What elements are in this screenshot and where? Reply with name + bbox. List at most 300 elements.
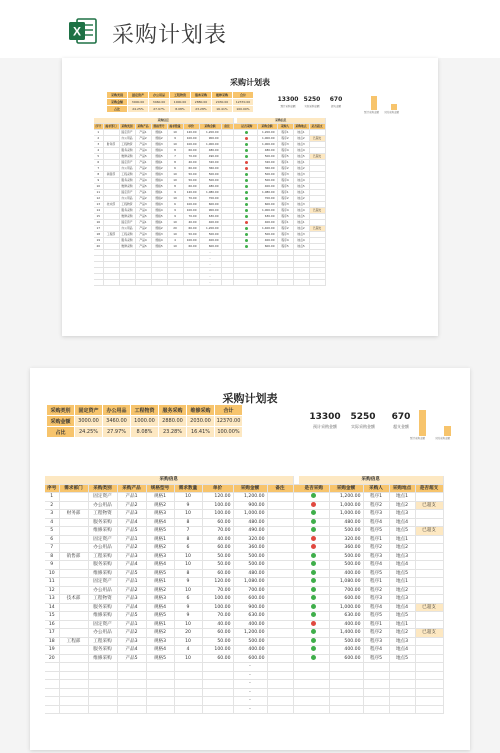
table-cell: 70.00 bbox=[183, 154, 199, 160]
purchase-status-cell bbox=[299, 552, 329, 561]
table-cell: 630.00 bbox=[329, 612, 363, 621]
table-cell: 60.00 bbox=[183, 226, 199, 232]
summary-row bbox=[107, 106, 254, 113]
table-cell bbox=[363, 680, 389, 689]
table-cell: 程序2 bbox=[277, 196, 293, 202]
purchase-status-cell bbox=[299, 629, 329, 638]
table-row bbox=[45, 578, 443, 587]
table-cell bbox=[415, 663, 443, 672]
status-ok-icon bbox=[311, 510, 316, 515]
table-cell: 19 bbox=[45, 646, 59, 655]
table-cell bbox=[202, 697, 233, 706]
table-cell: - bbox=[233, 688, 267, 697]
table-cell: 500.00 bbox=[199, 232, 221, 238]
table-cell bbox=[267, 518, 293, 527]
table-cell: 1,080.00 bbox=[233, 578, 267, 587]
status-ok-icon bbox=[245, 179, 248, 182]
column-header: 单价 bbox=[183, 124, 199, 130]
table-cell bbox=[59, 612, 88, 621]
table-cell: 程序3 bbox=[277, 142, 293, 148]
summary-header-cell: 采购类别 bbox=[47, 405, 75, 416]
table-cell: 规格1 bbox=[146, 620, 174, 629]
table-cell: 5 bbox=[94, 154, 103, 160]
table-row bbox=[45, 620, 443, 629]
table-cell bbox=[202, 688, 233, 697]
mini-bar bbox=[371, 96, 377, 110]
table-cell bbox=[59, 544, 88, 553]
purchase-status-cell bbox=[299, 646, 329, 655]
table-cell: 规格1 bbox=[151, 160, 167, 166]
column-header: 是否采购 bbox=[237, 124, 257, 130]
table-row bbox=[45, 646, 443, 655]
over-budget-cell bbox=[415, 510, 443, 519]
summary-row bbox=[47, 416, 243, 427]
table-cell bbox=[363, 705, 389, 714]
column-header: 采购金额 bbox=[233, 484, 267, 493]
table-cell bbox=[415, 680, 443, 689]
table-cell: 8 bbox=[45, 552, 59, 561]
stat-item bbox=[276, 96, 300, 108]
summary-value: 2030.00 bbox=[212, 99, 233, 106]
table-cell bbox=[202, 680, 233, 689]
table-cell: 办公用品 bbox=[88, 586, 117, 595]
table-cell: 40.00 bbox=[202, 535, 233, 544]
table-cell bbox=[146, 697, 174, 706]
table-cell: 规格2 bbox=[151, 226, 167, 232]
table-cell: 程序1 bbox=[277, 190, 293, 196]
table-cell: 600.00 bbox=[329, 654, 363, 663]
table-row bbox=[45, 586, 443, 595]
column-header: 是否超支 bbox=[309, 124, 325, 130]
table-cell bbox=[59, 680, 88, 689]
status-no-icon bbox=[245, 137, 248, 140]
table-cell bbox=[267, 595, 293, 604]
table-cell: 程序5 bbox=[277, 214, 293, 220]
table-cell: 规格4 bbox=[151, 238, 167, 244]
table-cell: 程序5 bbox=[277, 184, 293, 190]
table-cell: 10 bbox=[167, 220, 183, 226]
table-cell: 技术部 bbox=[103, 202, 119, 208]
table-cell: 程序3 bbox=[363, 552, 389, 561]
table-cell: 10 bbox=[174, 654, 202, 663]
status-ok-icon bbox=[245, 215, 248, 218]
table-cell: 工程采购 bbox=[119, 172, 135, 178]
table-cell: 600.00 bbox=[257, 244, 277, 250]
summary-value: 24.25% bbox=[128, 106, 149, 113]
summary-header-cell: 服务采购 bbox=[191, 92, 212, 99]
table-cell: 100.00 bbox=[183, 142, 199, 148]
table-cell: 地点5 bbox=[293, 154, 309, 160]
table-cell: 地点4 bbox=[293, 208, 309, 214]
table-row bbox=[45, 561, 443, 570]
table-cell bbox=[299, 705, 329, 714]
table-cell: 地点5 bbox=[389, 569, 415, 578]
table-cell bbox=[59, 578, 88, 587]
table-cell: 3 bbox=[45, 510, 59, 519]
table-cell: 产品4 bbox=[135, 148, 151, 154]
table-cell: 9 bbox=[174, 603, 202, 612]
table-cell bbox=[329, 697, 363, 706]
table-cell bbox=[174, 705, 202, 714]
table-cell: 工程部 bbox=[103, 232, 119, 238]
table-cell: 1,200.00 bbox=[329, 493, 363, 502]
table-row bbox=[45, 603, 443, 612]
table-cell: 办公用品 bbox=[88, 629, 117, 638]
table-cell bbox=[88, 688, 117, 697]
table-cell: 1,000.00 bbox=[257, 142, 277, 148]
table-cell bbox=[267, 552, 293, 561]
table-cell: 100.00 bbox=[202, 595, 233, 604]
over-budget-cell bbox=[415, 637, 443, 646]
status-no-icon bbox=[311, 544, 316, 549]
table-cell: 70.00 bbox=[202, 612, 233, 621]
summary-header-cell: 合计 bbox=[233, 92, 254, 99]
table-cell: 100.00 bbox=[202, 603, 233, 612]
table-cell: 产品3 bbox=[117, 510, 146, 519]
stats-panel bbox=[276, 96, 348, 108]
status-ok-icon bbox=[311, 604, 316, 609]
table-cell: 1,200.00 bbox=[233, 493, 267, 502]
table-cell: 程序3 bbox=[363, 510, 389, 519]
table-cell: 产品5 bbox=[135, 154, 151, 160]
table-cell: - bbox=[199, 274, 221, 280]
table-cell: 固定资产 bbox=[119, 190, 135, 196]
stat-value: 5250 bbox=[303, 96, 321, 103]
over-budget-cell: 已超支 bbox=[415, 501, 443, 510]
table-cell: 1 bbox=[45, 493, 59, 502]
table-cell: 400.00 bbox=[257, 184, 277, 190]
summary-row bbox=[47, 427, 243, 438]
table-cell: 规格3 bbox=[146, 637, 174, 646]
table-cell: 500.00 bbox=[329, 527, 363, 536]
table-cell bbox=[59, 527, 88, 536]
table-cell: 规格4 bbox=[151, 178, 167, 184]
table-cell: 10 bbox=[174, 552, 202, 561]
over-budget-cell bbox=[415, 595, 443, 604]
table-cell bbox=[117, 680, 146, 689]
table-cell: - bbox=[199, 268, 221, 274]
status-ok-icon bbox=[311, 527, 316, 532]
table-cell: 400.00 bbox=[257, 220, 277, 226]
table-cell: 产品2 bbox=[117, 586, 146, 595]
status-ok-icon bbox=[311, 655, 316, 660]
table-cell: 120.00 bbox=[202, 493, 233, 502]
table-cell: 500.00 bbox=[257, 178, 277, 184]
table-cell: 服务采购 bbox=[119, 238, 135, 244]
table-cell: 工程物资 bbox=[119, 202, 135, 208]
table-cell: 1,000.00 bbox=[329, 510, 363, 519]
table-cell: 480.00 bbox=[233, 569, 267, 578]
status-ok-icon bbox=[245, 209, 248, 212]
table-cell: 19 bbox=[94, 238, 103, 244]
purchase-status-cell bbox=[299, 510, 329, 519]
table-cell: 地点3 bbox=[389, 595, 415, 604]
summary-value: 24.25% bbox=[75, 427, 103, 438]
summary-header-cell: 维修采购 bbox=[212, 92, 233, 99]
summary-value: 12370.00 bbox=[233, 99, 254, 106]
status-ok-icon bbox=[311, 629, 316, 634]
table-cell: 地点3 bbox=[293, 232, 309, 238]
table-cell bbox=[277, 280, 293, 286]
table-cell: 产品3 bbox=[117, 552, 146, 561]
table-cell: 程序2 bbox=[363, 586, 389, 595]
status-no-icon bbox=[245, 167, 248, 170]
column-header: 单价 bbox=[202, 484, 233, 493]
summary-value: 2880.00 bbox=[159, 416, 187, 427]
table-cell: 10 bbox=[94, 184, 103, 190]
table-cell bbox=[389, 688, 415, 697]
table-cell bbox=[117, 688, 146, 697]
empty-row bbox=[94, 280, 325, 286]
table-cell bbox=[363, 671, 389, 680]
table-cell: 4 bbox=[94, 148, 103, 154]
table-cell bbox=[88, 680, 117, 689]
table-cell bbox=[146, 680, 174, 689]
table-cell: 地点3 bbox=[389, 637, 415, 646]
table-cell: 程序2 bbox=[277, 226, 293, 232]
table-cell: 10 bbox=[167, 172, 183, 178]
status-no-icon bbox=[245, 221, 248, 224]
table-cell: 固定资产 bbox=[88, 493, 117, 502]
table-row bbox=[45, 595, 443, 604]
table-row bbox=[45, 535, 443, 544]
table-cell: 360.00 bbox=[199, 166, 221, 172]
table-cell bbox=[59, 518, 88, 527]
table-cell: 9 bbox=[94, 178, 103, 184]
table-cell: 产品4 bbox=[117, 603, 146, 612]
over-budget-cell bbox=[415, 654, 443, 663]
status-ok-icon bbox=[245, 203, 248, 206]
table-cell: 规格1 bbox=[146, 535, 174, 544]
table-cell: 程序4 bbox=[363, 518, 389, 527]
table-cell bbox=[293, 280, 309, 286]
table-cell: 规格4 bbox=[146, 646, 174, 655]
table-cell bbox=[59, 629, 88, 638]
purchase-status-cell bbox=[299, 586, 329, 595]
table-cell: 600.00 bbox=[329, 595, 363, 604]
summary-row bbox=[107, 99, 254, 106]
stat-value: 670 bbox=[329, 96, 343, 103]
table-cell bbox=[267, 612, 293, 621]
table-cell: 办公用品 bbox=[119, 166, 135, 172]
summary-table bbox=[46, 404, 243, 438]
table-cell bbox=[174, 671, 202, 680]
status-ok-icon bbox=[311, 561, 316, 566]
purchase-status-cell bbox=[299, 578, 329, 587]
table-cell: 9 bbox=[167, 208, 183, 214]
table-cell: 12 bbox=[45, 586, 59, 595]
table-cell: 6 bbox=[94, 160, 103, 166]
column-header: 是否采购 bbox=[299, 484, 329, 493]
table-row bbox=[45, 493, 443, 502]
table-cell: 630.00 bbox=[199, 214, 221, 220]
table-cell: 10 bbox=[167, 142, 183, 148]
table-cell: 20 bbox=[174, 629, 202, 638]
table-cell: 财务部 bbox=[59, 510, 88, 519]
table-cell: 6 bbox=[174, 544, 202, 553]
table-cell: 50.00 bbox=[202, 552, 233, 561]
over-budget-cell: 已超支 bbox=[415, 603, 443, 612]
table-cell: 600.00 bbox=[233, 654, 267, 663]
table-cell: 地点2 bbox=[389, 544, 415, 553]
table-cell bbox=[88, 671, 117, 680]
table-cell: 规格4 bbox=[151, 148, 167, 154]
table-cell: 程序2 bbox=[363, 544, 389, 553]
table-cell: 6 bbox=[167, 166, 183, 172]
over-budget-cell bbox=[415, 612, 443, 621]
status-ok-icon bbox=[245, 185, 248, 188]
table-cell bbox=[267, 544, 293, 553]
table-cell: 360.00 bbox=[257, 166, 277, 172]
table-cell: 15 bbox=[94, 214, 103, 220]
table-cell bbox=[202, 671, 233, 680]
mini-bar-label: 预计采购金额 bbox=[410, 437, 426, 440]
table-cell: 20 bbox=[94, 244, 103, 250]
column-header: 采购地点 bbox=[389, 484, 415, 493]
table-cell: 8 bbox=[174, 535, 202, 544]
status-ok-icon bbox=[245, 131, 248, 134]
app-title: 采购计划表 bbox=[112, 23, 228, 48]
table-cell bbox=[267, 671, 293, 680]
table-cell bbox=[267, 620, 293, 629]
table-cell bbox=[299, 697, 329, 706]
table-cell: 3 bbox=[94, 142, 103, 148]
table-cell: - bbox=[233, 671, 267, 680]
table-cell: 9 bbox=[167, 190, 183, 196]
purchase-status-cell bbox=[299, 535, 329, 544]
table-cell: 100.00 bbox=[183, 238, 199, 244]
column-header: 序号 bbox=[45, 484, 59, 493]
table-cell: 规格2 bbox=[151, 196, 167, 202]
status-ok-icon bbox=[245, 245, 248, 248]
table-cell: 程序2 bbox=[277, 136, 293, 142]
column-header: 需求部门 bbox=[103, 124, 119, 130]
table-cell: 500.00 bbox=[233, 637, 267, 646]
column-header: 是否超支 bbox=[415, 484, 443, 493]
table-cell bbox=[117, 697, 146, 706]
table-cell: 13 bbox=[45, 595, 59, 604]
table-cell: 7 bbox=[45, 544, 59, 553]
group-header-right: 采购信息 bbox=[299, 476, 443, 484]
status-ok-icon bbox=[311, 570, 316, 575]
table-cell: 规格2 bbox=[146, 501, 174, 510]
table-cell bbox=[94, 280, 103, 286]
column-header: 采购产品 bbox=[117, 484, 146, 493]
stat-value: 13300 bbox=[309, 412, 341, 422]
table-cell: 程序4 bbox=[277, 178, 293, 184]
svg-text:X: X bbox=[72, 24, 82, 39]
table-cell: 1,200.00 bbox=[199, 130, 221, 136]
table-cell: 14 bbox=[94, 208, 103, 214]
table-cell: 900.00 bbox=[233, 501, 267, 510]
table-cell: 规格1 bbox=[151, 220, 167, 226]
table-cell: 360.00 bbox=[329, 544, 363, 553]
table-cell: 700.00 bbox=[329, 586, 363, 595]
purchase-status-cell bbox=[299, 518, 329, 527]
table-cell: 40.00 bbox=[202, 620, 233, 629]
over-budget-cell bbox=[415, 552, 443, 561]
table-cell bbox=[257, 280, 277, 286]
status-ok-icon bbox=[245, 143, 248, 146]
table-cell bbox=[117, 671, 146, 680]
table-cell: 320.00 bbox=[233, 535, 267, 544]
table-cell: 产品1 bbox=[135, 220, 151, 226]
table-cell bbox=[267, 501, 293, 510]
table-cell: 9 bbox=[167, 136, 183, 142]
table-cell: 产品1 bbox=[117, 620, 146, 629]
table-cell: 办公用品 bbox=[88, 501, 117, 510]
table-cell: 400.00 bbox=[257, 238, 277, 244]
table-cell: 70.00 bbox=[183, 214, 199, 220]
table-cell: 地点1 bbox=[293, 220, 309, 226]
table-cell: 100.00 bbox=[183, 202, 199, 208]
table-cell: 地点4 bbox=[389, 561, 415, 570]
table-row bbox=[45, 501, 443, 510]
table-cell: 490.00 bbox=[199, 154, 221, 160]
table-cell: 120.00 bbox=[202, 578, 233, 587]
table-cell: 400.00 bbox=[329, 569, 363, 578]
table-row bbox=[45, 612, 443, 621]
table-cell: 规格3 bbox=[151, 202, 167, 208]
table-cell: 60.00 bbox=[183, 244, 199, 250]
table-cell bbox=[221, 280, 233, 286]
table-cell: 40.00 bbox=[183, 160, 199, 166]
table-cell: 480.00 bbox=[199, 148, 221, 154]
mini-bar bbox=[444, 426, 451, 436]
over-budget-cell bbox=[415, 518, 443, 527]
table-cell: 地点1 bbox=[293, 160, 309, 166]
table-cell: 产品5 bbox=[135, 214, 151, 220]
table-cell bbox=[267, 629, 293, 638]
table-cell: 规格2 bbox=[146, 544, 174, 553]
purchase-table bbox=[45, 476, 444, 714]
table-cell bbox=[146, 705, 174, 714]
table-cell: 产品2 bbox=[135, 136, 151, 142]
table-cell: 程序2 bbox=[277, 166, 293, 172]
table-cell: 产品5 bbox=[117, 569, 146, 578]
table-cell bbox=[45, 705, 59, 714]
table-cell bbox=[59, 561, 88, 570]
table-cell: - bbox=[199, 256, 221, 262]
table-cell bbox=[59, 493, 88, 502]
status-no-icon bbox=[311, 536, 316, 541]
table-cell: 规格2 bbox=[151, 166, 167, 172]
table-cell: 50.00 bbox=[183, 178, 199, 184]
table-cell: 规格5 bbox=[146, 612, 174, 621]
table-cell: 产品3 bbox=[135, 202, 151, 208]
stat-value: 13300 bbox=[277, 96, 299, 103]
table-cell: 1,000.00 bbox=[329, 603, 363, 612]
table-row bbox=[45, 544, 443, 553]
table-cell bbox=[45, 697, 59, 706]
sheet-preview-large bbox=[30, 368, 470, 750]
summary-value: 8.08% bbox=[170, 106, 191, 113]
table-cell: 程序5 bbox=[277, 244, 293, 250]
table-cell: 固定资产 bbox=[88, 620, 117, 629]
table-cell bbox=[267, 535, 293, 544]
table-cell: 地点3 bbox=[389, 510, 415, 519]
column-header: 采购地点 bbox=[293, 124, 309, 130]
table-cell: - bbox=[233, 705, 267, 714]
table-cell: 产品5 bbox=[135, 244, 151, 250]
table-cell: 服务采购 bbox=[119, 178, 135, 184]
table-cell bbox=[329, 688, 363, 697]
summary-value: 3460.00 bbox=[149, 99, 170, 106]
table-cell: 60.00 bbox=[202, 544, 233, 553]
table-cell: 400.00 bbox=[199, 220, 221, 226]
empty-row bbox=[45, 688, 443, 697]
table-cell bbox=[45, 680, 59, 689]
